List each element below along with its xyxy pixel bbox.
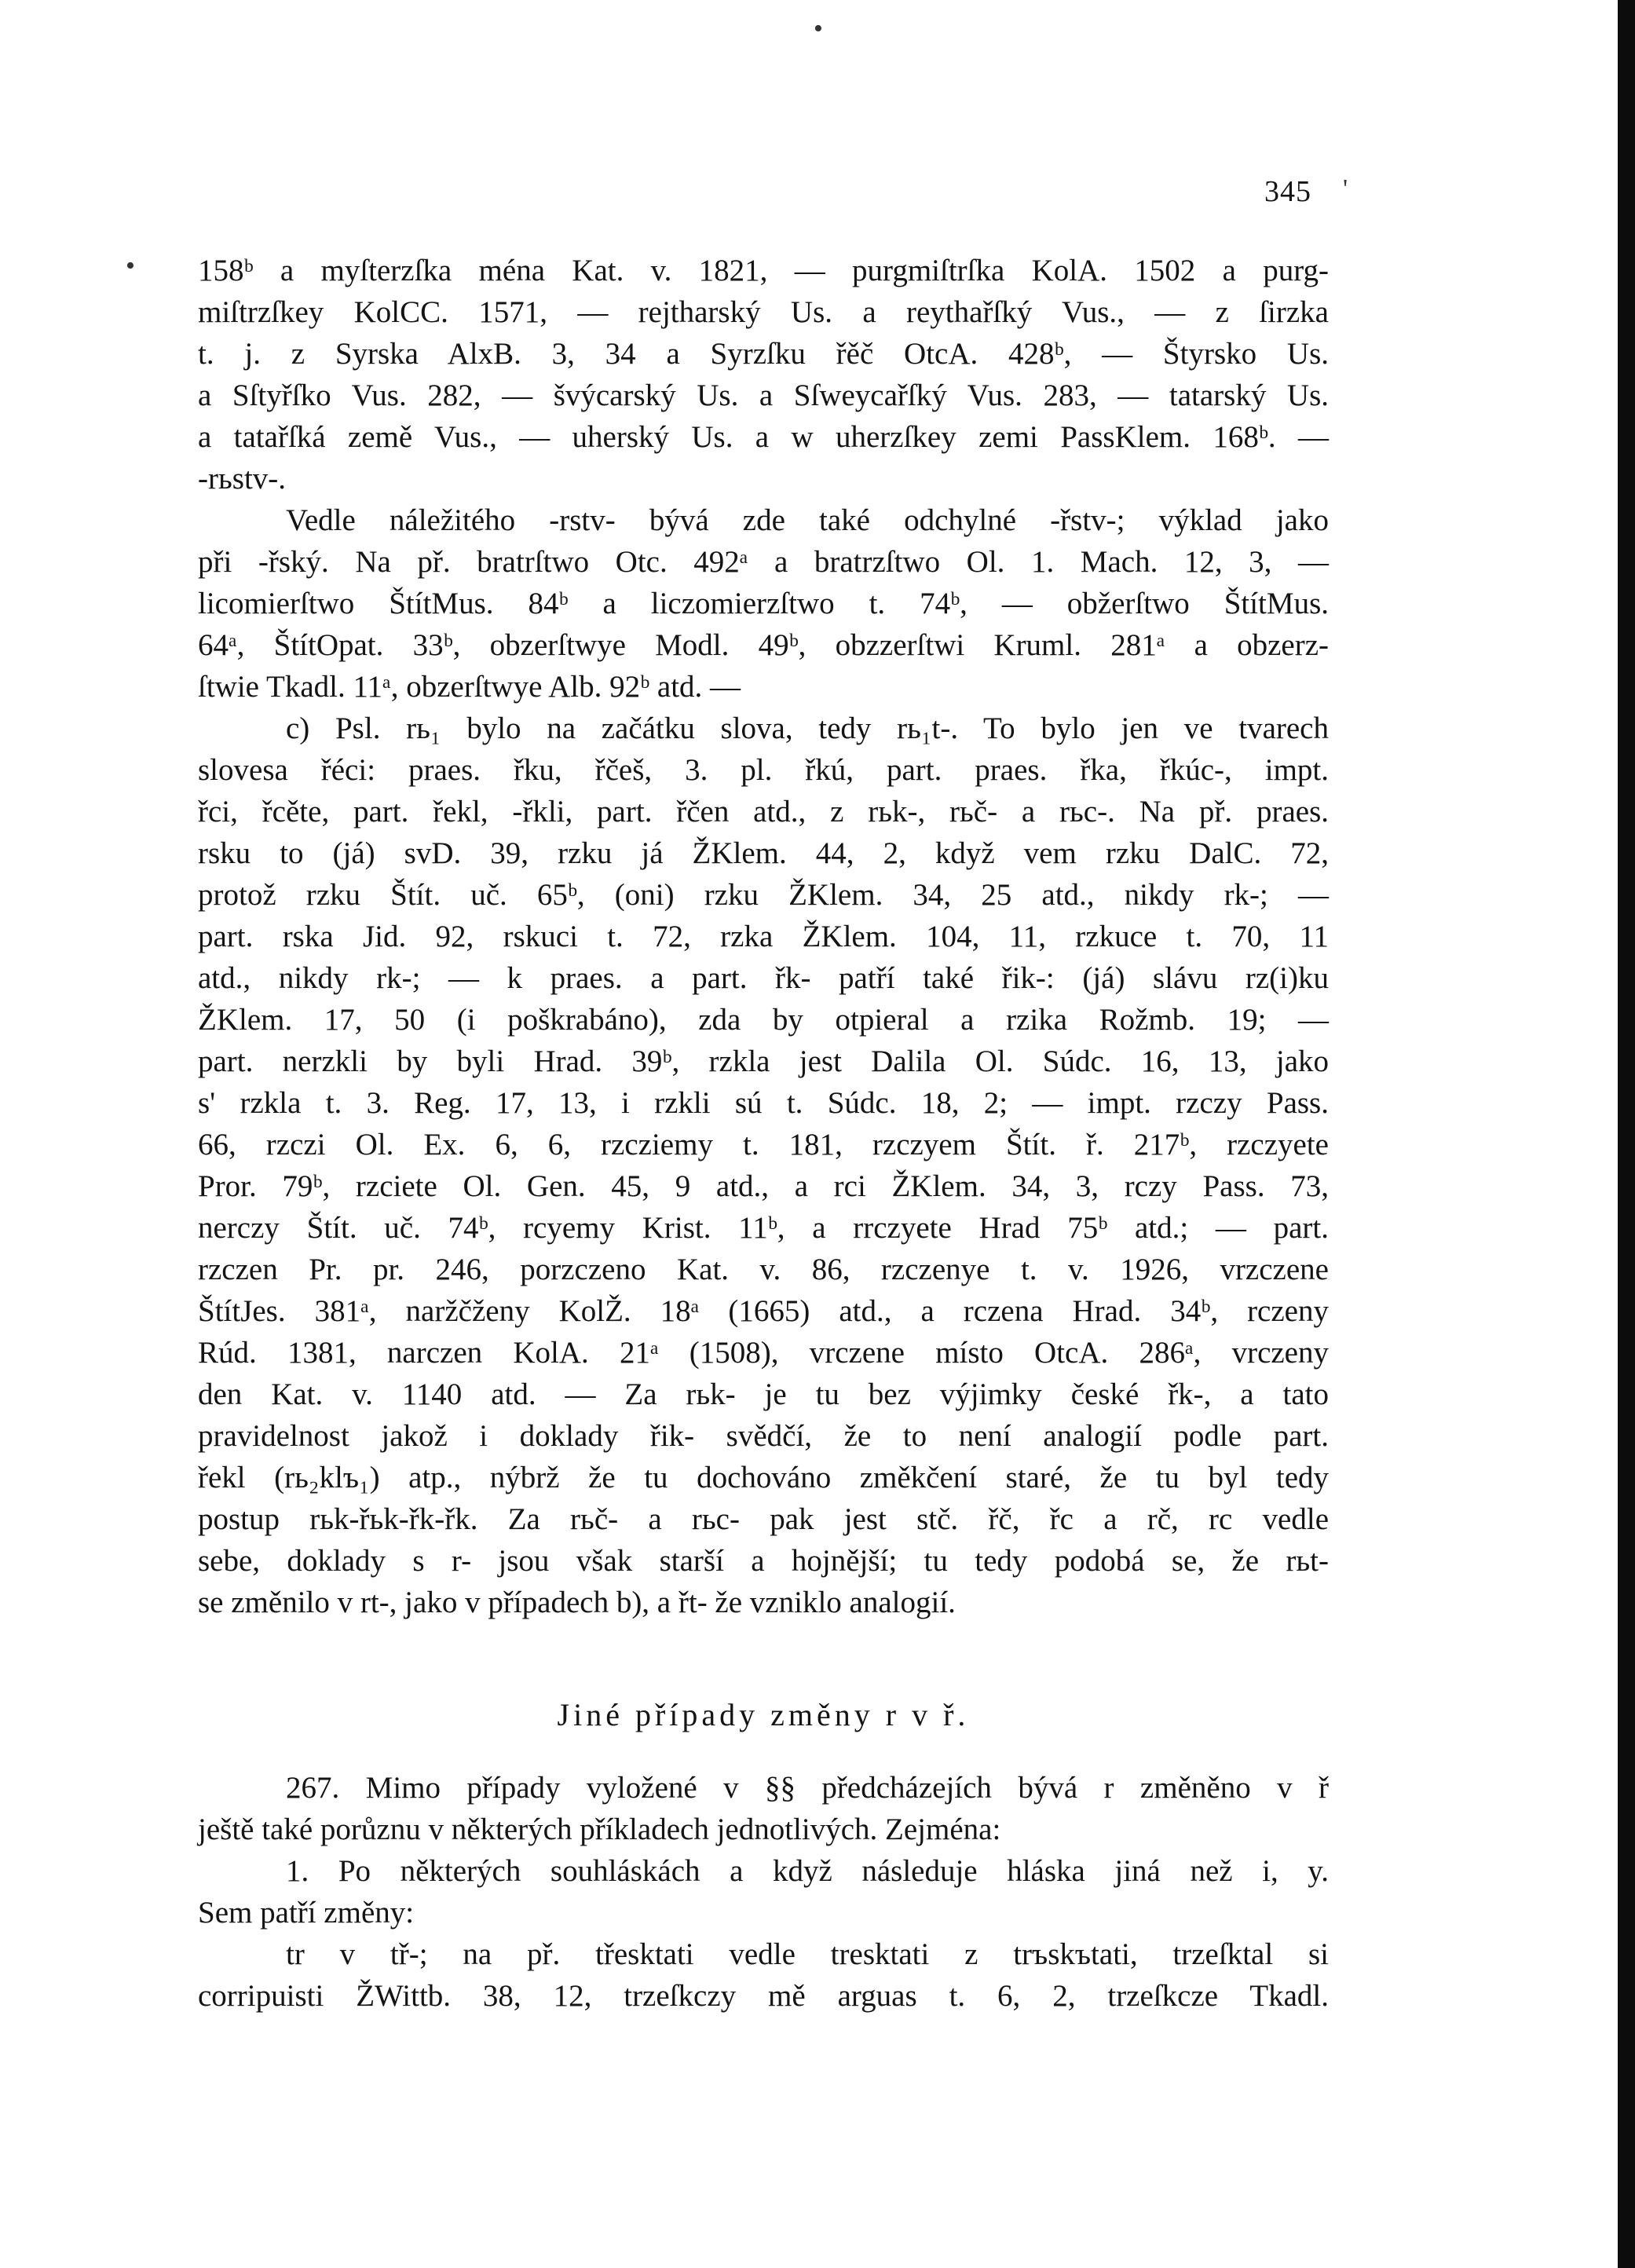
scan-edge [1618, 0, 1635, 2268]
text-line: ještě také porůznu v některých příkladech jednotlivých. Zejména: [198, 1813, 1001, 1846]
text-line: part. nerzkli by byli Hrad. 39ᵇ, rzkla jest Dalila Ol. Súdc. 16, 13, jako [198, 1044, 1329, 1078]
text-line: protož rzku Štít. uč. 65ᵇ, (oni) rzku ŽKlem. 34, 25 atd., nikdy rk-; — [198, 878, 1329, 912]
text-line: den Kat. v. 1140 atd. — Za rьk- je tu bez výjimky české řk-, a tato [198, 1377, 1329, 1411]
text-line: rzczen Pr. pr. 246, porzczeno Kat. v. 86, rzczenye t. v. 1926, vrzczene [198, 1253, 1329, 1286]
text-line: corripuisti ŽWittb. 38, 12, trzeſkczy mě arguas t. 6, 2, trzeſkcze Tkadl. [198, 1979, 1329, 2013]
text-line: part. rska Jid. 92, rskuci t. 72, rzka ŽKlem. 104, 11, rzkuce t. 70, 11 [198, 920, 1329, 953]
text-line: ŽKlem. 17, 50 (i poškrabáno), zda by otpieral a rzika Rožmb. 19; — [198, 1003, 1329, 1037]
text-line: 1. Po některých souhláskách a když následuje hláska jiná než i, y. [286, 1854, 1329, 1888]
side-mark-right: ' [1343, 174, 1348, 203]
text-line: se změnilo v rt-, jako v případech b), a řt- že vzniklo analogií. [198, 1586, 956, 1619]
text-line: slovesa řéci: praes. řku, řčeš, 3. pl. řkú, part. praes. řka, řkúc-, impt. [198, 753, 1329, 787]
text-line: 267. Mimo případy vyložené v §§ předcházejích bývá r změněno v ř [286, 1771, 1329, 1805]
text-line: a tatařſká země Vus., — uherský Us. a w uherzſkey zemi PassKlem. 168ᵇ. — [198, 420, 1329, 454]
text-line: a Sſtyřſko Vus. 282, — švýcarský Us. a Sſweycařſký Vus. 283, — tatarský Us. [198, 379, 1329, 412]
text-line: miſtrzſkey KolCC. 1571, — rejtharský Us. a reythařſký Vus., — z ſirzka [198, 295, 1329, 329]
text-line: při -řský. Na př. bratrſtwo Otc. 492ᵃ a bratrzſtwo Ol. 1. Mach. 12, 3, — [198, 545, 1329, 579]
text-line: licomierſtwo ŠtítMus. 84ᵇ a liczomierzſtwo t. 74ᵇ, — obžerſtwo ŠtítMus. [198, 587, 1329, 620]
text-line: ſtwie Tkadl. 11ᵃ, obzerſtwye Alb. 92ᵇ atd. — [198, 670, 741, 704]
text-line: ŠtítJes. 381ᵃ, naržčženy KolŽ. 18ᵃ (1665) atd., a rczena Hrad. 34ᵇ, rczeny [198, 1294, 1329, 1328]
page-number: 345 [1264, 175, 1311, 208]
section-heading: Jiné případy změny r v ř. [557, 1697, 970, 1732]
top-mark: • [814, 14, 823, 43]
text-line: sebe, doklady s r- jsou však starší a hojnější; tu tedy podobá se, že rьt- [198, 1544, 1329, 1578]
text-line: Sem patří změny: [198, 1896, 415, 1930]
text-line: 66, rzczi Ol. Ex. 6, 6, rzcziemy t. 181, rzczyem Štít. ř. 217ᵇ, rzczyete [198, 1128, 1329, 1161]
text-line: 158ᵇ a myſterzſka ména Kat. v. 1821, — purgmiſtrſka KolA. 1502 a purg- [198, 254, 1329, 287]
text-line: řekl (rь₂klъ₁) atp., nýbrž že tu dochováno změkčení staré, že tu byl tedy [198, 1461, 1329, 1494]
text-line: atd., nikdy rk-; — k praes. a part. řk- patří také řik-: (já) slávu rz(i)ku [198, 961, 1329, 995]
text-line: postup rьk-řьk-řk-řk. Za rьč- a rьc- pak jest stč. řč, řc a rč, rc vedle [198, 1502, 1329, 1536]
page-body [198, 250, 1329, 2017]
text-line: c) Psl. rь₁ bylo na začátku slova, tedy rь₁t-. To bylo jen ve tvarech [286, 711, 1329, 745]
body-text [198, 250, 1329, 1623]
text-line: t. j. z Syrska AlxB. 3, 34 a Syrzſku řěč OtcA. 428ᵇ, — Štyrsko Us. [198, 337, 1329, 371]
text-line: s' rzkla t. 3. Reg. 17, 13, i rzkli sú t. Súdc. 18, 2; — impt. rzczy Pass. [198, 1086, 1329, 1120]
side-mark-left: • [126, 251, 135, 280]
text-line: Vedle náležitého -rstv- bývá zde také odchylné -řstv-; výklad jako [286, 503, 1329, 537]
text-line: pravidelnost jakož i doklady řik- svědčí, že to není analogií podle part. [198, 1419, 1329, 1453]
text-line: Rúd. 1381, narczen KolA. 21ᵃ (1508), vrczene místo OtcA. 286ᵃ, vrczeny [198, 1336, 1329, 1370]
text-line: Pror. 79ᵇ, rzciete Ol. Gen. 45, 9 atd., a rci ŽKlem. 34, 3, rczy Pass. 73, [198, 1169, 1329, 1203]
text-line: -rьstv-. [198, 462, 287, 496]
text-line: řci, řcěte, part. řekl, -řkli, part. řčen atd., z rьk-, rьč- a rьc-. Na př. praes. [198, 795, 1329, 829]
text-line: nerczy Štít. uč. 74ᵇ, rcyemy Krist. 11ᵇ, a rrczyete Hrad 75ᵇ atd.; — part. [198, 1211, 1329, 1245]
text-line: 64ᵃ, ŠtítOpat. 33ᵇ, obzerſtwye Modl. 49ᵇ, obzzerſtwi Kruml. 281ᵃ a obzerz- [198, 628, 1329, 662]
section-text [198, 1767, 1329, 2017]
text-line: tr v tř-; na př. třesktati vedle tresktati z trъskъtati, trzeſktal si [286, 1937, 1329, 1971]
text-line: rsku to (já) svD. 39, rzku já ŽKlem. 44, 2, když vem rzku DalC. 72, [198, 836, 1329, 870]
